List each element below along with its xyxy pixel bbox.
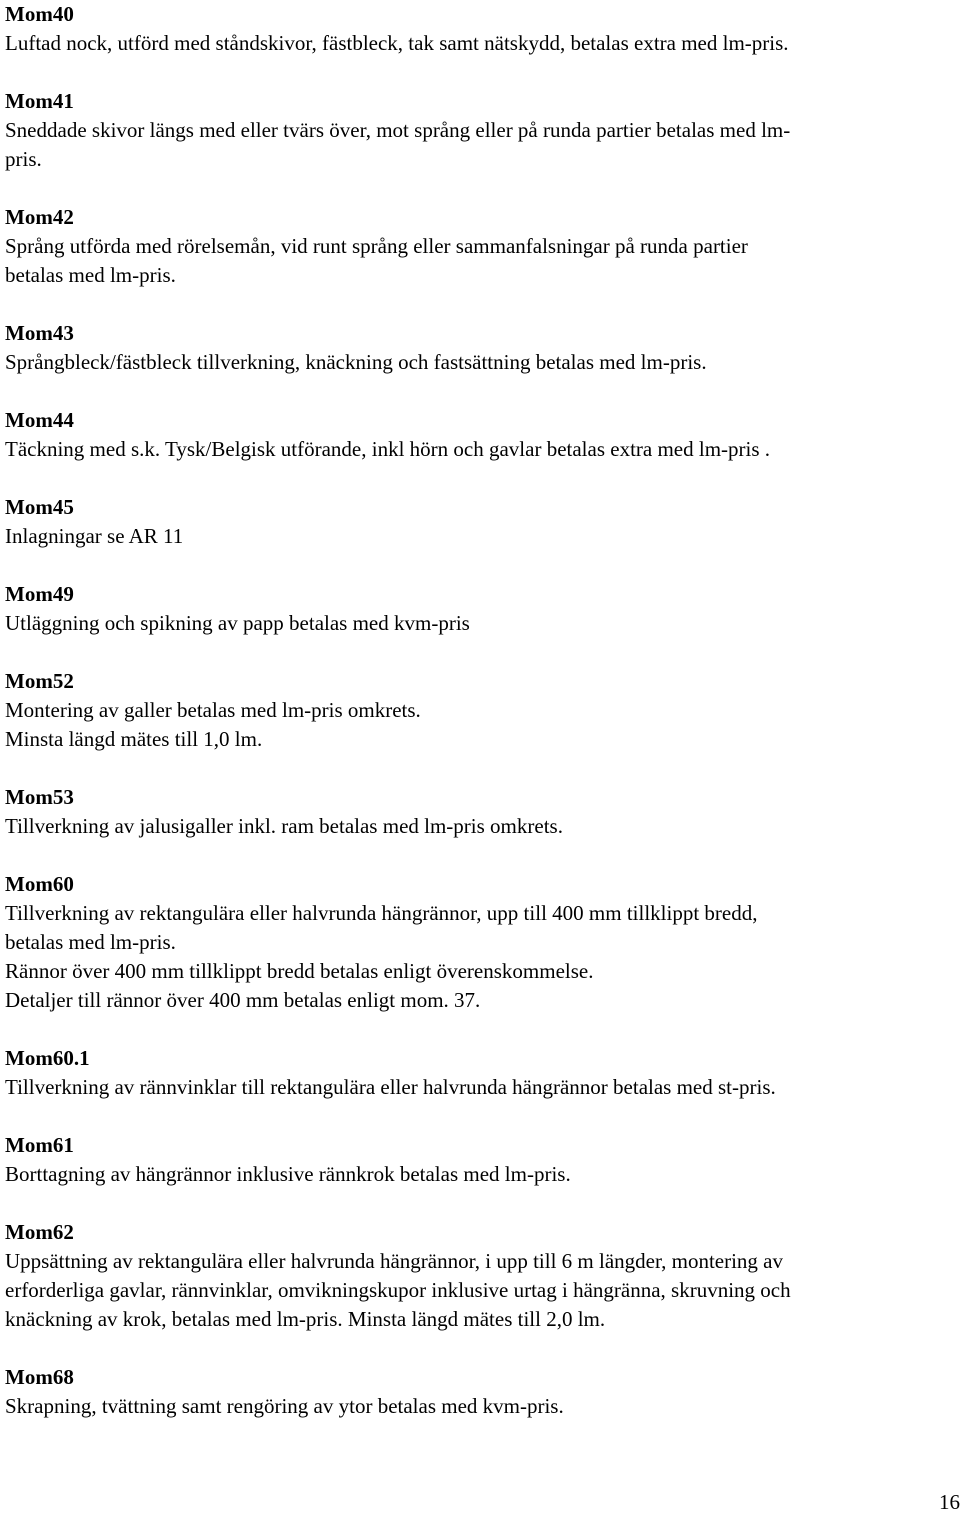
section-heading: Mom40: [5, 2, 74, 26]
section-mom52: [5, 667, 955, 754]
section-text: Tillverkning av rektangulära eller halvrunda hängrännor, upp till 400 mm tillklippt bredd,: [5, 901, 758, 925]
section-text: Rännor över 400 mm tillklippt bredd betalas enligt överenskommelse.: [5, 959, 594, 983]
section-text: Tillverkning av jalusigaller inkl. ram betalas med lm-pris omkrets.: [5, 814, 563, 838]
section-heading: Mom68: [5, 1365, 74, 1389]
section-text: Täckning med s.k. Tysk/Belgisk utförande, inkl hörn och gavlar betalas extra med lm-pris .: [5, 437, 771, 461]
section-mom43: [5, 319, 955, 377]
section-heading: Mom42: [5, 205, 74, 229]
document-page: [5, 0, 955, 1421]
section-heading: Mom60: [5, 872, 74, 896]
section-mom53: [5, 783, 955, 841]
section-text: Tillverkning av rännvinklar till rektangulära eller halvrunda hängrännor betalas med st-pris.: [5, 1075, 776, 1099]
section-heading: Mom52: [5, 669, 74, 693]
section-text: Borttagning av hängrännor inklusive rännkrok betalas med lm-pris.: [5, 1162, 571, 1186]
section-heading: Mom60.1: [5, 1046, 90, 1070]
section-heading: Mom53: [5, 785, 74, 809]
section-text: pris.: [5, 147, 42, 171]
section-text: Uppsättning av rektangulära eller halvrunda hängrännor, i upp till 6 m längder, montering av: [5, 1249, 784, 1273]
section-heading: Mom49: [5, 582, 74, 606]
section-mom60: [5, 870, 955, 1015]
section-heading: Mom41: [5, 89, 74, 113]
section-text: Luftad nock, utförd med ståndskivor, fästbleck, tak samt nätskydd, betalas extra med lm-pris.: [5, 31, 789, 55]
section-text: Utläggning och spikning av papp betalas med kvm-pris: [5, 611, 470, 635]
section-heading: Mom62: [5, 1220, 74, 1244]
section-text: betalas med lm-pris.: [5, 930, 176, 954]
section-text: Språng utförda med rörelsemån, vid runt språng eller sammanfalsningar på runda partier: [5, 234, 748, 258]
section-mom62: [5, 1218, 955, 1334]
section-mom49: [5, 580, 955, 638]
section-text: Sneddade skivor längs med eller tvärs över, mot språng eller på runda partier betalas med lm-: [5, 118, 791, 142]
section-text: erforderliga gavlar, rännvinklar, omvikningskupor inklusive urtag i hängränna, skruvning och: [5, 1278, 791, 1302]
section-text: Minsta längd mätes till 1,0 lm.: [5, 727, 263, 751]
section-heading: Mom43: [5, 321, 74, 345]
section-mom68: [5, 1363, 955, 1421]
section-mom41: [5, 87, 955, 174]
section-text: Montering av galler betalas med lm-pris omkrets.: [5, 698, 421, 722]
section-text: betalas med lm-pris.: [5, 263, 176, 287]
section-mom44: [5, 406, 955, 464]
section-text: Detaljer till rännor över 400 mm betalas enligt mom. 37.: [5, 988, 481, 1012]
section-mom45: [5, 493, 955, 551]
section-mom60-1: [5, 1044, 955, 1102]
section-heading: Mom45: [5, 495, 74, 519]
section-mom61: [5, 1131, 955, 1189]
section-text: Inlagningar se AR 11: [5, 524, 184, 548]
section-heading: Mom44: [5, 408, 74, 432]
section-text: Skrapning, tvättning samt rengöring av ytor betalas med kvm-pris.: [5, 1394, 564, 1418]
section-mom42: [5, 203, 955, 290]
section-heading: Mom61: [5, 1133, 74, 1157]
page-number: 16: [939, 1490, 960, 1514]
section-text: Språngbleck/fästbleck tillverkning, knäckning och fastsättning betalas med lm-pris.: [5, 350, 707, 374]
section-text: knäckning av krok, betalas med lm-pris. Minsta längd mätes till 2,0 lm.: [5, 1307, 606, 1331]
section-mom40: [5, 0, 955, 58]
